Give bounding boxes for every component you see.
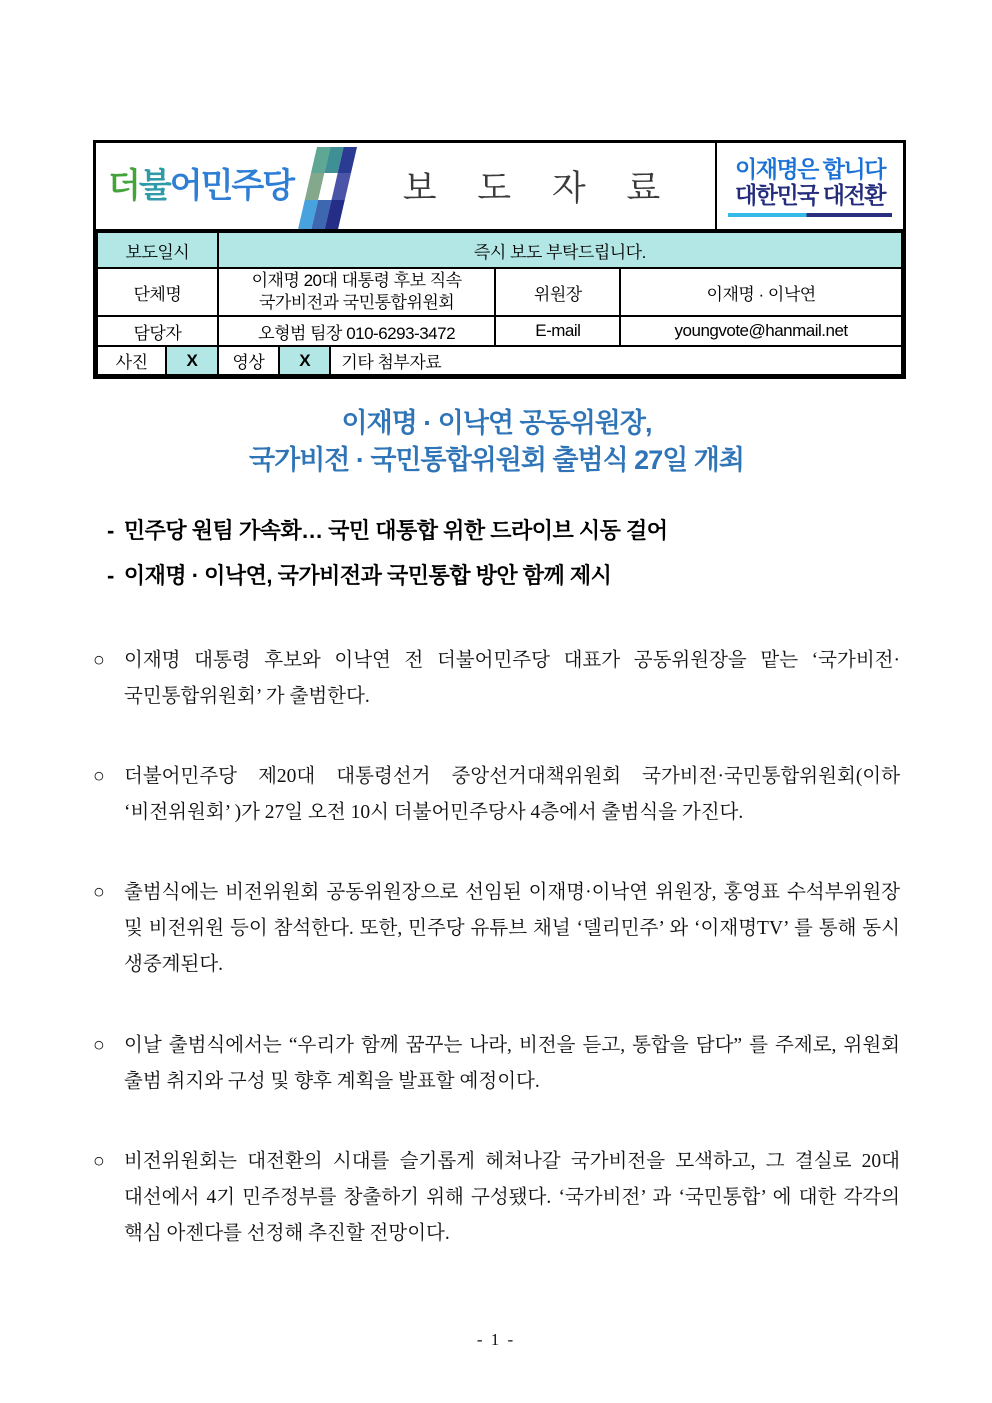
campaign-slogan-box — [715, 143, 903, 229]
subheadline-2-dash: - — [107, 563, 114, 589]
video-value: X — [279, 346, 331, 375]
paragraph-text: 비전위원회는 대전환의 시대를 슬기롭게 헤쳐나갈 국가비전을 모색하고, 그 결실로 20대 대선에서 4기 민주정부를 창출하기 위해 구성됐다. ‘국가비전’ 과 ‘국민통합’ 에 대한 각각의 핵심 아젠다를 선정해 추진할 전망이다. — [124, 1150, 900, 1244]
masthead-row — [96, 143, 903, 231]
subheadline-1-dash: - — [107, 517, 114, 543]
table-row-release — [97, 232, 902, 268]
headline — [93, 405, 900, 480]
paragraph-text: 이날 출범식에서는 “우리가 함께 꿈꾸는 나라, 비전을 듣고, 통합을 담다” 를 주제로, 위원회 출범 취지와 구성 및 향후 계획을 발표할 예정이다. — [124, 1034, 900, 1092]
paragraph-bullet: ○ — [93, 766, 105, 788]
paragraph-text: 출범식에는 비전위원회 공동위원장으로 선임된 이재명·이낙연 위원장, 홍영표 수석부위원장 및 비전위원 등이 참석한다. 또한, 민주당 유튜브 채널 ‘델리민주’ 와 ‘이재명TV’ 를 통해 동시 생중계된다. — [124, 882, 900, 976]
paragraph-bullet: ○ — [93, 650, 105, 672]
chair-value: 이재명 · 이낙연 — [620, 268, 902, 316]
release-date-label: 보도일시 — [97, 232, 218, 268]
headline-line1: 이재명 · 이낙연 공동위원장, — [341, 408, 652, 439]
document-content — [93, 140, 900, 1296]
subheadline-2 — [107, 561, 900, 591]
headline-line2: 국가비전 · 국민통합위원회 출범식 27일 개최 — [249, 445, 744, 476]
photo-label: 사진 — [97, 346, 166, 375]
slogan-underline — [728, 213, 892, 217]
chair-label: 위원장 — [495, 268, 620, 316]
party-logo-part1: 더 — [108, 167, 139, 205]
body-paragraph-1 — [93, 643, 900, 715]
org-value — [218, 268, 496, 316]
paragraph-text: 이재명 대통령 후보와 이낙연 전 더불어민주당 대표가 공동위원장을 맡는 ‘국가비전·국민통합위원회’ 가 출범한다. — [124, 650, 900, 708]
email-value: youngvote@hanmail.net — [620, 316, 902, 346]
org-value-line2: 국가비전과 국민통합위원회 — [258, 293, 455, 313]
paragraph-text: 더불어민주당 제20대 대통령선거 중앙선거대책위원회 국가비전·국민통합위원회(이하 ‘비전위원회’ )가 27일 오전 10시 더불어민주당사 4층에서 출범식을 가진다. — [124, 766, 900, 824]
party-logo-part3: 어민주당 — [169, 167, 294, 205]
paragraph-bullet: ○ — [93, 1034, 105, 1056]
party-logo-text — [108, 169, 293, 203]
org-value-line1: 이재명 20대 대통령 후보 직속 — [251, 271, 462, 290]
table-row-organization — [97, 268, 902, 316]
contact-label: 담당자 — [97, 316, 218, 346]
subheadline-1-text: 민주당 원팀 가속화… 국민 대통합 위한 드라이브 시동 걸어 — [123, 517, 668, 543]
party-logo-part2: 불 — [138, 167, 170, 205]
paragraph-bullet: ○ — [93, 882, 105, 904]
paragraph-bullet: ○ — [93, 1150, 105, 1172]
table-row-contact — [97, 316, 902, 346]
photo-value: X — [166, 346, 218, 375]
release-date-value: 즉시 보도 부탁드립니다. — [218, 232, 902, 268]
party-logo — [96, 141, 364, 231]
slogan-line2: 대한민국 대전환 — [735, 182, 885, 208]
press-release-title: 보 도 자 료 — [402, 169, 677, 208]
slogan-line1: 이재명은 합니다 — [735, 156, 885, 183]
table-row-attachments — [97, 346, 902, 375]
page-number: - 1 - — [476, 1330, 516, 1349]
press-info-table — [96, 231, 903, 376]
body-paragraph-4 — [93, 1028, 900, 1100]
subheadline-1 — [107, 516, 900, 546]
subheadline-2-text: 이재명 · 이낙연, 국가비전과 국민통합 방안 함께 제시 — [123, 563, 612, 589]
org-label: 단체명 — [97, 268, 218, 316]
contact-value: 오형범 팀장 010-6293-3472 — [218, 316, 496, 346]
email-label: E-mail — [495, 316, 620, 346]
body-paragraph-3 — [93, 875, 900, 983]
masthead-left-cell — [96, 143, 715, 229]
body-text — [93, 643, 900, 1252]
subheadline-block — [107, 516, 900, 591]
video-label: 영상 — [218, 346, 279, 375]
body-paragraph-2 — [93, 759, 900, 831]
party-flag-icon — [295, 147, 357, 231]
etc-attachment-label: 기타 첨부자료 — [330, 346, 902, 375]
document-header-table — [93, 140, 906, 379]
body-paragraph-5 — [93, 1144, 900, 1252]
